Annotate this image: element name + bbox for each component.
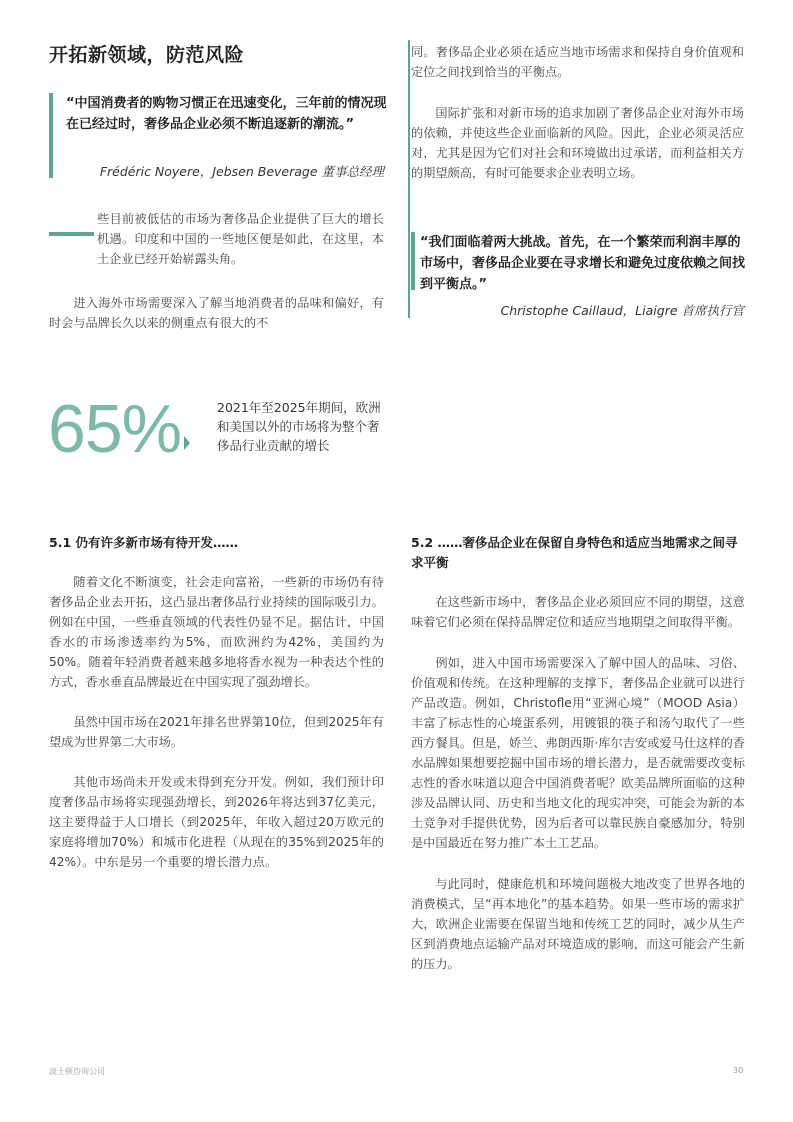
left-intro-paragraph: 进入海外市场需要深入了解当地消费者的品味和偏好，有时会与品牌长久以来的侧重点有很大的不 [49, 296, 384, 330]
quote-bar-2 [411, 232, 415, 290]
quote-attribution: Frédéric Noyere，Jebsen Beverage 董事总经理 [99, 164, 384, 179]
quote-attribution-2: Christophe Caillaud，Liaigre 首席执行官 [500, 303, 744, 318]
right-intro-text [411, 42, 744, 183]
section-5-2-paragraph: 在这些新市场中，奢侈品企业必须回应不同的期望，这意味着它们必须在保持品牌定位和适应当地期望之间取得平衡。 [411, 595, 745, 629]
pull-text [97, 209, 384, 269]
pull-text-rule [49, 232, 94, 236]
section-5-1-body [49, 572, 384, 872]
right-paragraph-1: 同。奢侈品企业必须在适应当地市场需求和保持自身价值观和定位之间找到恰当的平衡点。 [411, 45, 744, 79]
section-5-2-paragraph: 与此同时，健康危机和环境问题极大地改变了世界各地的消费模式，呈“再本地化”的基本趋势。如果一些市场的需求扩大，欧洲企业需要在保留当地和传统工艺的同时，减少从生产区到消费地点运输产品对环境造成的影响，而这可能会产生新的压力。 [411, 877, 745, 971]
footer-company: 波士顿咨询公司 [49, 1067, 105, 1076]
section-5-1-paragraph: 随着文化不断演变，社会走向富裕，一些新的市场仍有待奢侈品企业去开拓，这凸显出奢侈品行业持续的国际吸引力。例如在中国，一些垂直领域的代表性仍显不足。据估计，中国香水的市场渗透率约为5%，而欧洲约为42%，美国约为50%。随着年轻消费者越来越多地将香水视为一种表达个性的方式，香水垂直品牌最近在中国实现了强劲增长。 [49, 575, 384, 689]
quote-text: “中国消费者的购物习惯正在迅速变化，三年前的情况现在已经过时，奢侈品企业必须不断追逐新的潮流。” [66, 96, 387, 132]
stat-value: 65% [48, 391, 182, 467]
section-5-1-paragraph: 其他市场尚未开发或未得到充分开发。例如，我们预计印度奢侈品市场将实现强劲增长，到2026年将达到37亿美元，这主要得益于人口增长（到2025年，年收入超过20万欧元的家庭将增加70%）和城市化进程（从现在的35%到2025年的42%）。中东是另一个重要的增长潜力点。 [49, 775, 384, 869]
column-divider [408, 40, 410, 318]
stat-description: 2021年至2025年期间，欧洲和美国以外的市场将为整个奢侈品行业贡献的增长 [217, 400, 381, 453]
section-5-1-paragraph: 虽然中国市场在2021年排名世界第10位，但到2025年有望成为世界第二大市场。 [49, 715, 384, 749]
page-title: 开拓新领域，防范风险 [49, 44, 245, 66]
stat-arrow-icon [184, 436, 190, 450]
section-5-2-paragraph: 例如，进入中国市场需要深入了解中国人的品味、习俗、价值观和传统。在这种理解的支撑下，奢侈品企业就可以进行产品改造。例如，Christofle用“亚洲心境”（MOOD Asia）丰富了标志性的心境蛋系列，用镀银的筷子和汤勺取代了一些西方餐具。但是，娇兰、弗朗西斯·库尔吉安或爱马仕这样的香水品牌如果想要挖掘中国市场的增长潜力，是否就需要改变标志性的香水味道以迎合中国消费者呢？欧美品牌所面临的这种涉及品牌认同、历史和当地文化的现实冲突，可能会为新的本土竞争对手提供优势，因为后者可以靠民族自豪感加分，特别是中国最近在努力推广本土工艺品。 [411, 656, 745, 850]
section-heading-5-1: 5.1 仍有许多新市场有待开发…… [49, 535, 238, 550]
quote-bar [49, 93, 53, 178]
section-5-2-body [411, 592, 745, 974]
pull-text-paragraph: 些目前被低估的市场为奢侈品企业提供了巨大的增长机遇。印度和中国的一些地区便是如此，在这里，本土企业已经开始崭露头角。 [97, 212, 384, 266]
right-paragraph-2: 国际扩张和对新市场的追求加剧了奢侈品企业对海外市场的依赖，并使这些企业面临新的风险。因此，企业必须灵活应对，尤其是因为它们对社会和环境做出过承诺，而利益相关方的期望颇高，有时可能要求企业表明立场。 [411, 106, 744, 180]
quote-text-2: “我们面临着两大挑战。首先，在一个繁荣而利润丰厚的市场中，奢侈品企业要在寻求增长和避免过度依赖之间找到平衡点。” [420, 235, 746, 292]
page-number: 30 [733, 1066, 744, 1075]
section-heading-5-2: 5.2 ……奢侈品企业在保留自身特色和适应当地需求之间寻求平衡 [411, 535, 738, 570]
left-intro-text [49, 293, 384, 333]
